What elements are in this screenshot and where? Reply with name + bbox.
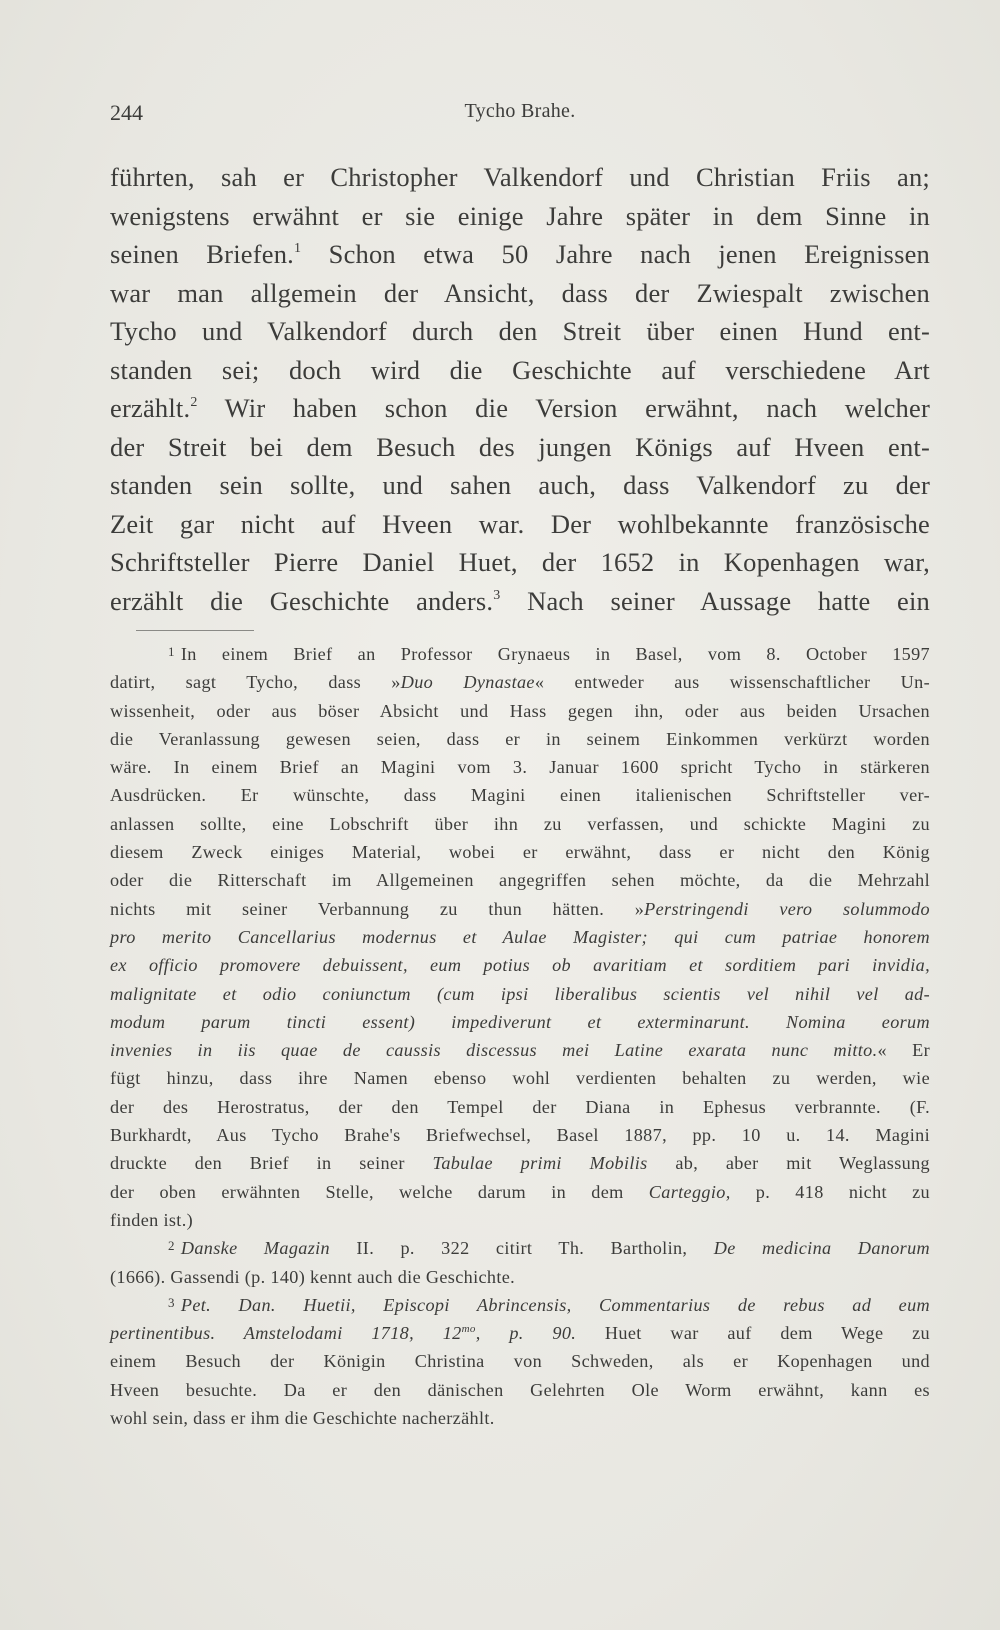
footnote-ref: 1 [294,241,302,256]
text-line: Schriftsteller Pierre Daniel Huet, der 1652 in Kopenhagen war, [110,547,930,577]
footnote-mark: 2 [168,1238,175,1254]
footnote-1-line: Ausdrücken. Er wünschte, dass Magini einen italienischen Schriftsteller ver- [110,785,930,806]
footnote-1-line: ex officio promovere debuissent, eum potius ob avaritiam et sorditiem pari invidia, [110,955,930,976]
footnote-1-line: pro merito Cancellarius modernus et Aulae Magister; qui cum patriae honorem [110,926,930,947]
footnote-ref: 3 [493,587,501,603]
text-line: war man allgemein der Ansicht, dass der Zwiespalt zwischen [110,277,930,308]
text-line: führten, sah er Christopher Valkendorf und Christian Friis an; [110,162,930,192]
footnote-2-line: (1666). Gassendi (p. 140) kennt auch die Geschichte. [110,1266,516,1287]
footnote-1-line: datirt, sagt Tycho, dass »Duo Dynastae« entweder aus wissenschaftlicher Un- [110,672,931,693]
page-number: 244 [110,100,143,125]
footnote-1-line: oder die Ritterschaft im Allgemeinen angegriffen sehen möchte, da die Mehrzahl [110,870,930,891]
footnote-1-line: $^1$ In einem Brief an Professor Grynaeus in Basel, vom 8. October 1597 [168,644,930,664]
footnote-mark: 3 [168,1294,175,1310]
footnote-3-line: wohl sein, dass er ihm die Geschichte nacherzählt. [110,1408,495,1429]
text-line: Zeit gar nicht auf Hveen war. Der wohlbekannte französische [110,508,930,539]
footnote-1-line: diesem Zweck einiges Material, wobei er erwähnt, dass er nicht den König [110,842,930,863]
footnote-3-line: Hveen besuchte. Da er den dänischen Gelehrten Ole Worm erwähnt, kann es [110,1379,930,1400]
footnote-1-line: druckte den Brief in seiner Tabulae primi Mobilis ab, aber mit Weglassung [110,1153,930,1174]
footnote-mark: 1 [168,644,175,659]
footnote-1-line: die Veranlassung gewesen seien, dass er in seinem Einkommen verkürzt worden [110,728,930,749]
footnote-1-line: anlassen sollte, eine Lobschrift über ihn zu verfassen, und schickte Magini zu [110,813,930,834]
footnote-3-line: $^3$ Pet. Dan. Huetii, Episcopi Abrincensis, Commentarius de rebus ad eum [168,1294,930,1315]
footnote-1-line: der des Herostratus, der den Tempel der Diana in Ephesus verbrannte. (F. [110,1096,930,1117]
text-line: wenigstens erwähnt er sie einige Jahre später in dem Sinne in [110,200,930,231]
footnote-ref: 2 [190,395,198,410]
footnote-1-line: Burkhardt, Aus Tycho Brahe's Briefwechsel, Basel 1887, pp. 10 u. 14. Magini [110,1125,930,1146]
footnote-3-line: einem Besuch der Königin Christina von Schweden, als er Kopenhagen und [110,1351,930,1372]
footnote-1-line: malignitate et odio coniunctum (cum ipsi liberalibus scientis vel nihil vel ad- [110,983,930,1004]
footnotes [110,640,930,1432]
page-header [110,100,930,130]
footnote-3-line: pertinentibus. Amstelodami 1718, $12^{mo}$, p. 90. Huet war auf dem Wege zu [110,1323,930,1344]
footnote-1-line: wäre. In einem Brief an Magini vom 3. Januar 1600 spricht Tycho in stärkeren [110,757,930,778]
running-title: Tycho Brahe. [464,100,576,122]
text-line: seinen Briefen.$^1$ Schon etwa 50 Jahre nach jenen Ereignissen [110,239,930,269]
footnote-2-line: $^2$ Danske Magazin II. p. 322 citirt Th. Bartholin, De medicina Danorum [168,1238,931,1259]
footnote-1-line: der oben erwähnten Stelle, welche darum in dem Carteggio, p. 418 nicht zu [110,1181,930,1202]
footnote-1-line: modum parum tincti essent) impediverunt et exterminarunt. Nomina eorum [110,1011,930,1032]
footnote-1-line: finden ist.) [110,1209,193,1230]
footnote-1-line: invenies in iis quae de caussis discessus mei Latine exarata nunc mitto.« Er [110,1040,930,1061]
text-line: der Streit bei dem Besuch des jungen Königs auf Hveen ent- [110,431,930,462]
footnote-1-line: nichts mit seiner Verbannung zu thun hätten. »Perstringendi vero solummodo [110,898,930,919]
text-line: standen sein sollte, und sahen auch, dass Valkendorf zu der [110,470,930,500]
main-text [110,158,930,620]
text-line: Tycho und Valkendorf durch den Streit über einen Hund ent- [110,316,930,346]
footnote-1-line: wissenheit, oder aus böser Absicht und Hass gegen ihn, oder aus beiden Ursachen [110,700,930,721]
text-line: standen sei; doch wird die Geschichte auf verschiedene Art [110,354,930,385]
footnote-divider [136,630,254,631]
text-line: erzählt.$^2$ Wir haben schon die Version erwähnt, nach welcher [110,393,930,423]
footnote-1-line: fügt hinzu, dass ihre Namen ebenso wohl verdienten behalten zu werden, wie [110,1068,930,1089]
text-line: erzählt die Geschichte anders.$^3$ Nach seiner Aussage hatte ein [110,585,931,616]
